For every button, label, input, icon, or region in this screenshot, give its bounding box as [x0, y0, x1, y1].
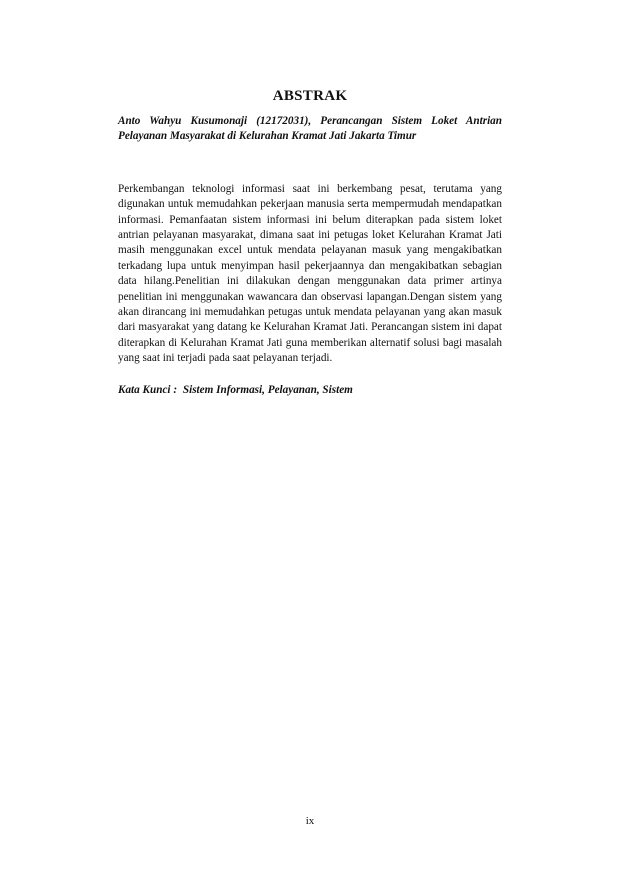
citation-heading: Anto Wahyu Kusumonaji (12172031), Perancangan Sistem Loket Antrian Pelayanan Masyarakat di Kelurahan Kramat Jati Jakarta Timur — [118, 115, 502, 143]
page-title: ABSTRAK — [272, 88, 348, 104]
keywords-line — [118, 383, 502, 398]
page-number: ix — [305, 815, 315, 827]
abstract-paragraph: Perkembangan teknologi informasi saat ini berkembang pesat, terutama yang digunakan untuk memudahkan pekerjaan manusia serta mempermudah mendapatkan informasi. Pemanfaatan sistem informasi ini belum diterapkan pada sistem loket antrian pelayanan masyarakat, dimana saat ini petugas loket Kelurahan Kramat Jati masih menggunakan excel untuk mendata pelayanan masuk yang mengakibatkan terkadang lupa untuk menyimpan hasil pekerjaannya dan mengakibatkan sebagian data hilang.Penelitian ini dilakukan dengan menggunakan data primer artinya penelitian ini menggunakan wawancara dan observasi lapangan.Dengan sistem yang akan dirancang ini memudahkan petugas untuk mendata pelayanan yang akan masuk dari masyarakat yang datang ke Kelurahan Kramat Jati. Perancangan sistem ini dapat diterapkan di Kelurahan Kramat Jati guna memberikan alternatif solusi bagi masalah yang saat ini terjadi pada saat pelayanan terjadi. — [118, 182, 502, 365]
keywords-label: Kata Kunci — [118, 383, 171, 396]
abstract-body — [118, 114, 502, 398]
keywords-separator: : — [173, 383, 178, 396]
keywords-list: Sistem Informasi, Pelayanan, Sistem — [182, 383, 353, 396]
